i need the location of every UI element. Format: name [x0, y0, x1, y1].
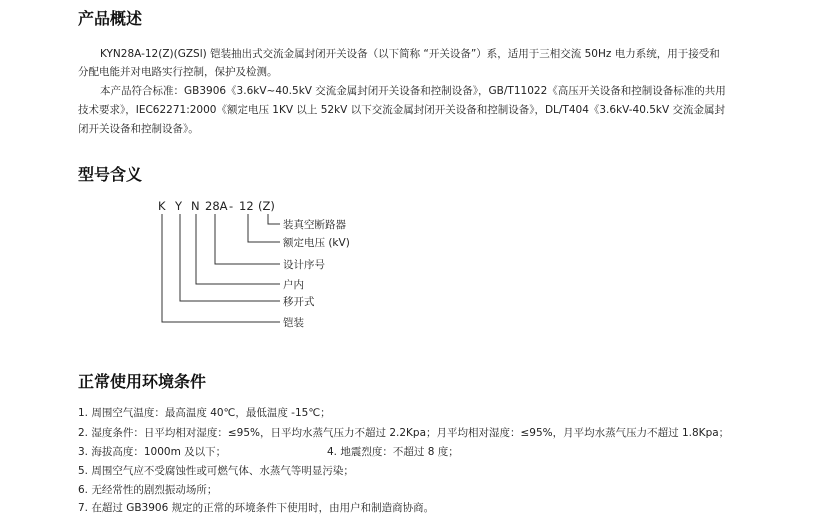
- model-label-indoor: 户内: [283, 279, 304, 291]
- overview-line-4: 技术要求》，IEC62271:2000《额定电压 1KV 以上 52kV 以下交流金属封闭开关设备和控制设备》，DL/T404《3.6kV-40.5kV 交流金属封: [78, 104, 725, 116]
- condition-item-4: 4. 地震烈度：不超过 8 度；: [327, 446, 459, 458]
- model-code-dash: -: [229, 199, 234, 213]
- model-code-voltage: 12: [239, 199, 254, 213]
- model-code-n: N: [191, 199, 200, 213]
- model-heading: 型号含义: [78, 165, 143, 184]
- overview-line-1: KYN28A-12(Z)(GZSl) 铠装抽出式交流金属封闭开关设备（以下简称 “开关设备”）系，适用于三相交流 50Hz 电力系统，用于接受和: [100, 48, 720, 60]
- model-label-vacuum-breaker: 装真空断路器: [283, 219, 346, 231]
- model-code-y: Y: [175, 199, 183, 213]
- model-code-design: 28A: [205, 199, 228, 213]
- connector-indoor: [196, 214, 280, 284]
- model-label-withdrawable: 移开式: [283, 296, 315, 308]
- condition-item-3: 3. 海拔高度：1000m 及以下；: [78, 446, 227, 458]
- condition-item-7: 7. 在超过 GB3906 规定的正常的环境条件下使用时，由用户和制造商协商。: [78, 502, 435, 514]
- model-label-design-number: 设计序号: [283, 259, 325, 271]
- conditions-heading: 正常使用环境条件: [78, 372, 207, 391]
- overview-line-3: 本产品符合标准：GB3906《3.6kV~40.5kV 交流金属封闭开关设备和控制设备》，GB/T11022《高压开关设备和控制设备标准的共用: [100, 85, 726, 97]
- connector-rated-voltage: [248, 214, 280, 242]
- model-label-rated-voltage: 额定电压 (kV): [283, 237, 350, 249]
- connector-withdrawable: [180, 214, 280, 301]
- connector-vacuum-breaker: [268, 214, 280, 224]
- model-code-z: (Z): [258, 199, 275, 213]
- condition-item-5: 5. 周围空气应不受腐蚀性或可燃气体、水蒸气等明显污染；: [78, 465, 354, 477]
- overview-line-2: 分配电能并对电路实行控制，保护及检测。: [78, 66, 278, 78]
- condition-item-6: 6. 无经常性的剧烈振动场所；: [78, 484, 218, 496]
- condition-item-1: 1. 周围空气温度：最高温度 40℃，最低温度 -15℃；: [78, 407, 331, 419]
- model-code-k: K: [158, 199, 166, 213]
- overview-line-5: 闭开关设备和控制设备》。: [78, 123, 199, 135]
- overview-heading: 产品概述: [78, 9, 143, 28]
- model-label-armored: 铠装: [283, 317, 304, 329]
- condition-item-2: 2. 湿度条件：日平均相对湿度：≤95%，日平均水蒸气压力不超过 2.2Kpa；月平均相对湿度：≤95%，月平均水蒸气压力不超过 1.8Kpa；: [78, 427, 730, 439]
